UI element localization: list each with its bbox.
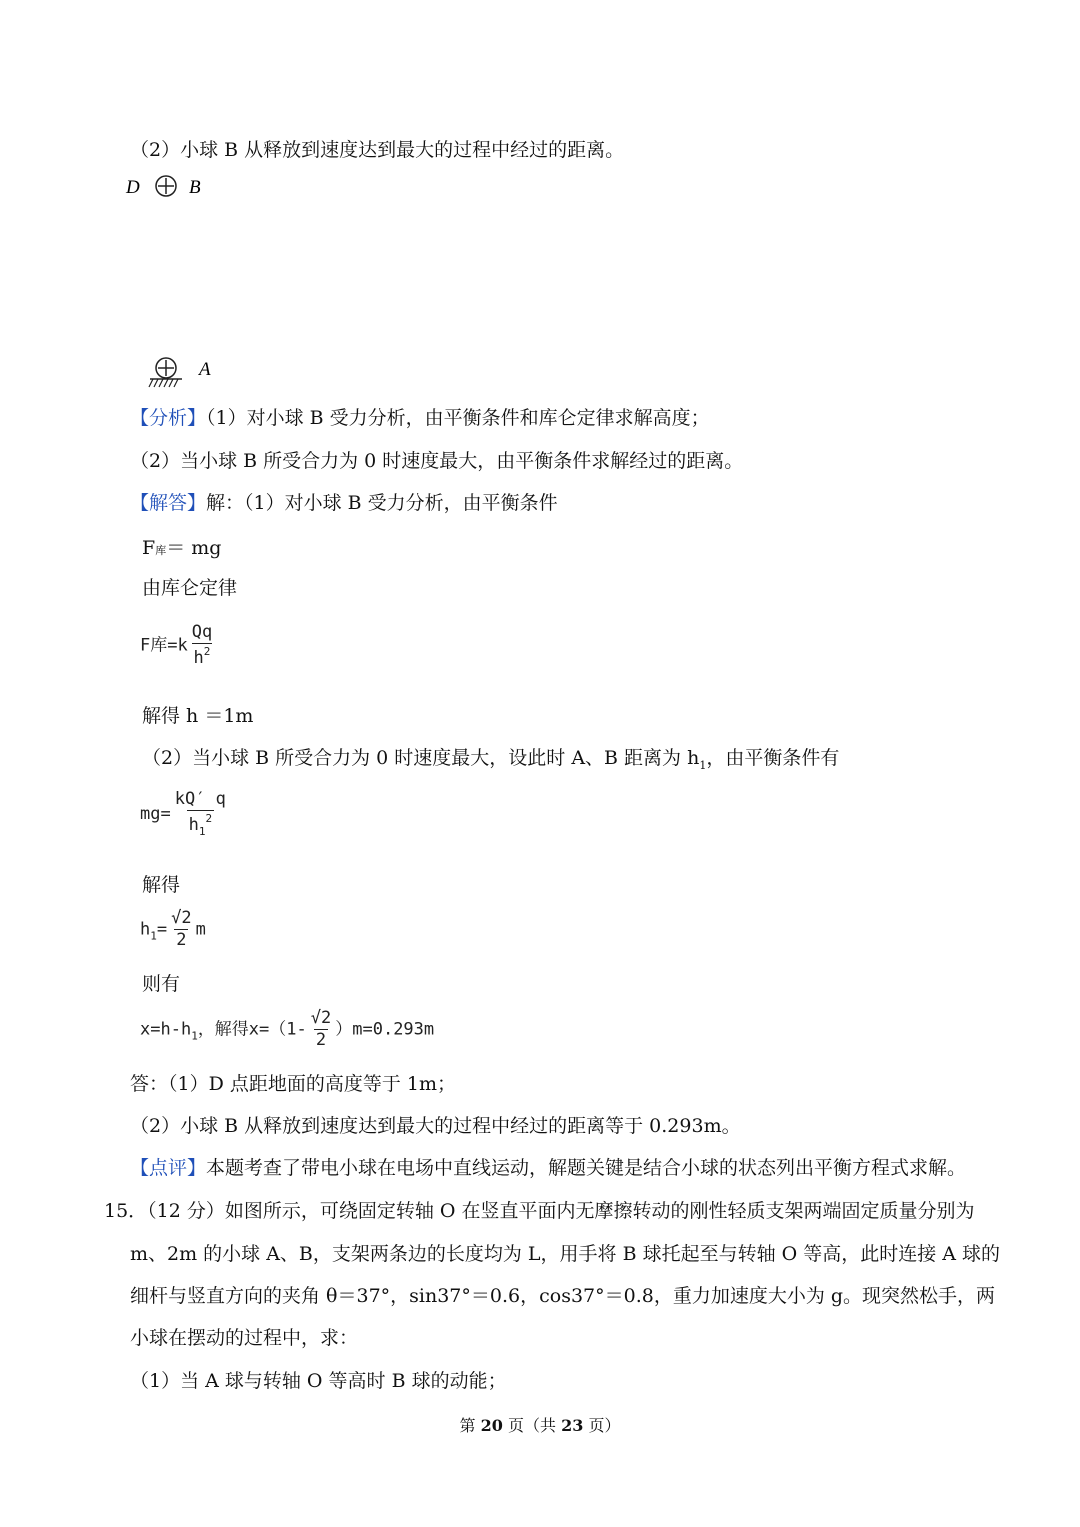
answer-line1: 答：（1）D 点距地面的高度等于 1m；: [130, 1073, 457, 1095]
page-number: 20: [480, 1416, 503, 1435]
solution-line1: [130, 494, 558, 513]
q15-line3: 细杆与竖直方向的夹角 θ＝37°，sin37°＝0.6，cos37°＝0.8，重力加速度大小为 g。现突然松手，两: [130, 1285, 996, 1307]
equation-mg-kq: mg= $\frac{kQ' q}{h_1^2}$: [140, 789, 226, 838]
comment-line: [130, 1159, 966, 1178]
comment-text: 本题考查了带电小球在电场中直线运动，解题关键是结合小球的状态列出平衡方程式求解。: [206, 1157, 967, 1179]
part2-question: （2）小球 B 从释放到速度达到最大的过程中经过的距离。: [130, 139, 625, 161]
then-label: 则有: [142, 973, 181, 995]
solution-line2: （2）当小球 B 所受合力为 0 时速度最大，设此时 A、B 距离为 $h_1$，由平衡条件有: [142, 747, 840, 772]
figure-label-a: A: [199, 359, 211, 380]
equation-h1: $h_1=$ $\frac{√2}{2}$ m: [140, 908, 206, 950]
figure-label-d: D: [126, 177, 140, 198]
charge-figure-svg: [120, 168, 240, 398]
page-total: 23: [561, 1416, 584, 1435]
fraction-kq-h1: $\frac{kQ' q}{h_1^2}$: [174, 789, 226, 838]
analysis-line2: （2）当小球 B 所受合力为 0 时速度最大，由平衡条件求解经过的距离。: [130, 450, 744, 472]
equation-f-equals-mg: F库＝ mg: [142, 537, 222, 559]
solve-label: 解得: [142, 874, 181, 896]
q15-line1: 15．（12 分）如图所示，可绕固定转轴 O 在竖直平面内无摩擦转动的刚性轻质支架两端固定质量分别为: [104, 1200, 975, 1222]
q15-sub1: （1）当 A 球与转轴 O 等高时 B 球的动能；: [130, 1370, 507, 1392]
figure-label-b: B: [189, 177, 201, 198]
positive-charge-b-icon: [156, 176, 176, 196]
fraction-sqrt2-2-x: $\frac{√2}{2}$: [310, 1008, 332, 1050]
fraction-qq-h2: $\frac{Qq}{h^2}$: [191, 622, 213, 668]
equation-coulomb: F库=k $\frac{Qq}{h^2}$: [140, 622, 213, 668]
charge-figure: [120, 168, 240, 398]
solution-text-1: 解：（1）对小球 B 受力分析，由平衡条件: [206, 492, 558, 514]
solution-tag: 【解答】: [130, 492, 207, 514]
coulomb-law-label: 由库仑定律: [142, 577, 238, 599]
equation-x: $x=h-h_1$，解得x=（1- $\frac{√2}{2}$ ）m=0.293m: [140, 1008, 435, 1050]
q15-line4: 小球在摆动的过程中，求：: [130, 1327, 359, 1349]
solve-h: 解得 h ＝1m: [142, 705, 254, 727]
page-footer: 第 20 页（共 23 页）: [459, 1416, 621, 1435]
analysis-line1: [130, 409, 710, 428]
q15-line2: m、2m 的小球 A、B，支架两条边的长度均为 L，用手将 B 球托起至与转轴 O 等高，此时连接 A 球的: [130, 1243, 1001, 1265]
positive-charge-a-icon: [156, 358, 176, 378]
analysis-text-1: （1）对小球 B 受力分析，由平衡条件和库仑定律求解高度；: [206, 407, 710, 429]
ground-hatch-icon: [149, 379, 182, 387]
fraction-sqrt2-2: $\frac{√2}{2}$: [171, 908, 192, 950]
answer-line2: （2）小球 B 从释放到速度达到最大的过程中经过的距离等于 0.293m。: [130, 1115, 741, 1137]
analysis-tag: 【分析】: [130, 407, 207, 429]
comment-tag: 【点评】: [130, 1157, 207, 1179]
